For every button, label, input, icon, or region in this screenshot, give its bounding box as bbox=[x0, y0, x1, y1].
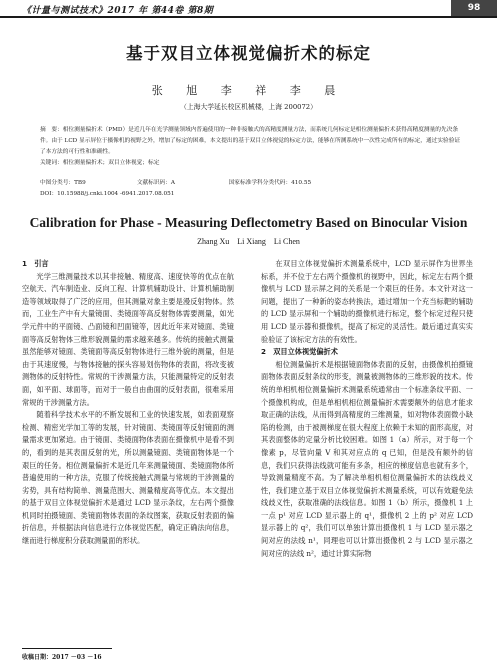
section-heading-2: 2 双目立体视觉偏折术 bbox=[261, 347, 338, 357]
english-title: Calibration for Phase - Measuring Deflectometry Based on Binocular Vision bbox=[29, 215, 468, 230]
page-number: 98 bbox=[451, 0, 497, 16]
running-header bbox=[0, 0, 497, 22]
abstract-text: 摘 要：相位测量偏折术（PMD）是近几年在光学测量领域内普遍使用的一种非接触式的高精度测量方法，而系统几何标定是相位测量偏折术获得高精度测量的先决条件。由于 LCD 显示屏位于摄像机的视野之外，增加了标定的困难，本文提出的基于双目立体视觉的标定方法，能够在所测系统中一次性完成所有的标定，通过实验验证了本方法的可行性和准确性。 bbox=[40, 127, 461, 155]
received-date: 收稿日期：2017 －03 －16 bbox=[22, 654, 102, 661]
journal-name: 《计量与测试技术》2017 年 第44卷 第8期 bbox=[22, 6, 214, 16]
classification-block bbox=[40, 178, 465, 200]
paragraph: 随着科学技术水平的不断发展和工业的快速发展，如表面观察检测、精密光学加工等的发展，针对镜面、类镜面等反射镜面的测量需求更加紧迫。由于镜面、类镜面物体表面在摄像机中是看不到的，看到的是其表面反射的光，所以测量镜面、类镜面物体是一个艰巨的任务。相位测量偏折术是近几年来测量镜面、类镜面物体所普遍使用的一种方法，克服了传统接触式测量与常规的干涉测量的劣势，具有结构简单、测量范围大、测量精度高等优点。本文提出的基于双目立体视觉偏折术是通过 LCD 显示条纹，左右两个摄像机同时拍摄镜面、类镜面物体表面的条纹图案，获取反射表面的偏折信息，并根据法向信息进行立体视觉匹配，确定正确法向信息，继而进行梯度积分获取测量面的形状。 bbox=[22, 410, 234, 546]
author-list: 张 旭 李 祥 李 晨 bbox=[151, 84, 346, 97]
english-authors: Zhang Xu Li Xiang Li Chen bbox=[197, 237, 300, 246]
affiliation: （上海大学延长校区机械楼，上海 200072） bbox=[180, 103, 317, 111]
right-column bbox=[261, 258, 473, 560]
abstract-block bbox=[40, 125, 465, 169]
section-heading-1: 1 引言 bbox=[22, 259, 49, 268]
left-column bbox=[22, 258, 234, 548]
footnote-rule bbox=[22, 648, 112, 649]
paragraph: 在双目立体视觉偏折术测量系统中，LCD 显示屏作为世界坐标系，并不位于左右两个摄像机的视野中，因此，标定左右两个摄像机与 LCD 显示屏之间的关系是一个艰巨的任务。本文针对这一问题，提出了一种新的姿态转换法，通过增加一个充当标靶的辅助的 LCD 显示屏和一个辅助的摄像机进行标定，整个标定过程只使用 LCD 显示器和摄像机，提高了标定的灵活性。最后通过真实实验验证了该标定方法的有效性。 bbox=[261, 259, 473, 344]
doi: DOI：10.15988/j.cnki.1004 -6941.2017.08.051 bbox=[40, 191, 175, 197]
subject-code: 国家标准学科分类代码：410.55 bbox=[228, 180, 312, 186]
paragraph: 相位测量偏折术是根据镜面物体表面的反射，由摄像机拍摄镜面物体表面反射条纹的形变，测量被测物体的三维形貌的技术。传统的单相机相位测量偏折术测量系统通常由一个标准条纹平面、一个摄像机构成，但是单相机相位测量偏折术需要额外的信息才能求取正确的法线，从而得到高精度的三维测量，如对物体表面微小缺陷的检测，由于被测梯度在很大程度上依赖于未知的面形高度，对其表面整体的定量分析比较困难。如图 1（a）所示，对于每一个像素 p，尽管向量 V 和其对应点的 q 已知，但是没有额外的信息，我们只获得法线就可能有多条，相应的梯度信息也就有多个，导致测量精度不高。为了解决单相机相位测量偏折术的法线歧义性，我们建立基于双目立体视觉偏折术测量系统，可以有效避免法线歧义性，获取准确的法线信息。如图 1（b）所示，摄像机 1 上一点 p¹ 对应 LCD 显示器上的 q¹，摄像机 2 上的 p² 对应 LCD 显示器上的 q²，我们可以单独计算出摄像机 1 与 LCD 显示器之间对应的法线 n¹，同理也可以计算出摄像机 2 与 LCD 显示器之间对应的法线 n²，通过计算实际物 bbox=[261, 359, 473, 558]
document-code: 文献标识码：A bbox=[136, 180, 176, 186]
header-rule bbox=[0, 16, 497, 18]
paper-title: 基于双目立体视觉偏折术的标定 bbox=[126, 44, 371, 63]
paragraph: 光学三维测量技术以其非接触、精度高、速度快等的优点在航空航天、汽车制造业、反向工程、计算机辅助设计、计算机辅助制造等领域取得了广泛的应用，但其测量对象主要是漫反射物体。然而，工业生产中有大量镜面、类镜面等高反射物体需要测量，如光学元件中的平面镜、凸面镜和凹面镜等，因此近年来对镜面、类镜面等高反射物体三维形貌测量的需求越来越多。传统的接触式测量虽然能够对镜面、类镜面等高反射物体进行三维外貌的测量，但是由于其速度慢，与物体接触的探头容易划伤物体的表面，将改变被测物体的反射特性。常规的干涉测量方法，只能测量特定的反射表面，如平面、球面等，而对于一般自由曲面的反射表面，很难采用常规的干涉测量方法。 bbox=[22, 271, 234, 407]
clc-code: 中图分类号：TB9 bbox=[40, 180, 86, 186]
keywords: 关键词：相位测量偏折术；双目立体视觉；标定 bbox=[40, 160, 160, 166]
